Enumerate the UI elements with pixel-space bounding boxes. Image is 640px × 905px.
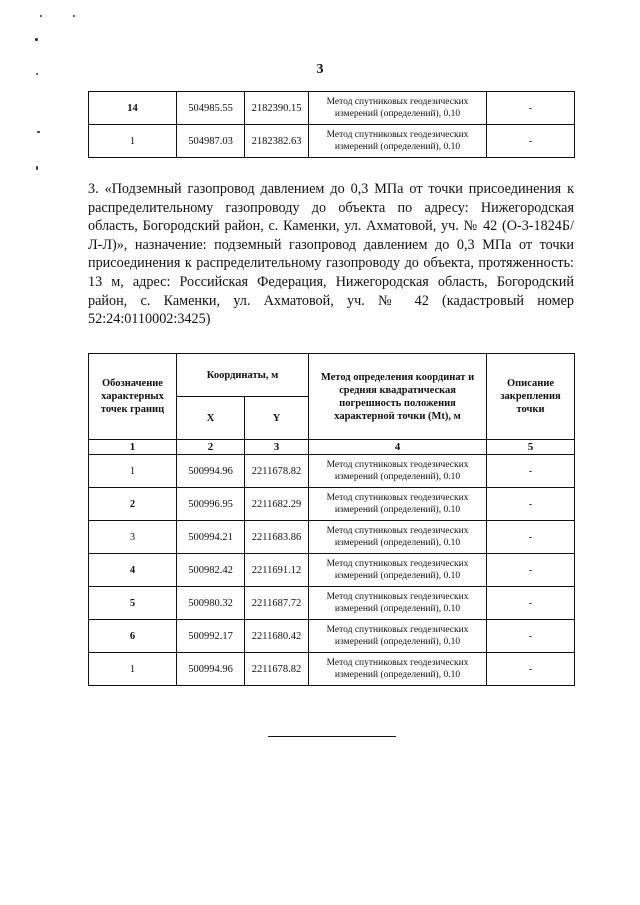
description-cell: - xyxy=(487,521,575,554)
method-cell: Метод спутниковых геодезических измерений (определений), 0.10 xyxy=(309,620,487,653)
object-description-paragraph: 3. «Подземный газопровод давлением до 0,3 МПа от точки присоединения к распределительному газопроводу до объекта по адресу: Нижегородская область, Богородский район, с. Каменки, ул. Ахматовой, уч. № 42 (О-3-1824Б/Л-Л)», назначение: подземный газопровод давлением до 0,3 МПа от точки присоединения к распределительному газопроводу до объекта, протяженность: 13 м, адрес: Российская Федерация, Нижегородская область, Богородский район, с. Каменки, ул. Ахматовой, уч. № 42 (кадастровый номер 52:24:0110002:3425) xyxy=(88,181,574,328)
y-coordinate-cell: 2211678.82 xyxy=(245,653,309,686)
point-number-cell: 14 xyxy=(89,92,177,125)
x-coordinate-cell: 500994.96 xyxy=(177,455,245,488)
point-number-cell: 4 xyxy=(89,554,177,587)
coordinates-table-continuation xyxy=(88,91,575,158)
x-coordinate-cell: 500996.95 xyxy=(177,488,245,521)
y-coordinate-cell: 2182390.15 xyxy=(245,92,309,125)
column-number: 2 xyxy=(177,440,245,455)
column-number: 1 xyxy=(89,440,177,455)
method-cell: Метод спутниковых геодезических измерений (определений), 0.10 xyxy=(309,125,487,158)
page-number: 3 xyxy=(316,62,324,77)
table-row xyxy=(89,521,575,554)
table-row xyxy=(89,587,575,620)
point-number-cell: 3 xyxy=(89,521,177,554)
description-cell: - xyxy=(487,620,575,653)
scan-speck xyxy=(35,38,38,41)
table-row xyxy=(89,455,575,488)
method-cell: Метод спутниковых геодезических измерений (определений), 0.10 xyxy=(309,488,487,521)
method-cell: Метод спутниковых геодезических измерений (определений), 0.10 xyxy=(309,455,487,488)
scan-speck xyxy=(37,131,40,133)
y-coordinate-cell: 2182382.63 xyxy=(245,125,309,158)
point-number-cell: 5 xyxy=(89,587,177,620)
x-coordinate-cell: 500982.42 xyxy=(177,554,245,587)
table-row xyxy=(89,488,575,521)
y-coordinate-cell: 2211691.12 xyxy=(245,554,309,587)
method-cell: Метод спутниковых геодезических измерений (определений), 0.10 xyxy=(309,521,487,554)
description-cell: - xyxy=(487,455,575,488)
y-coordinate-cell: 2211682.29 xyxy=(245,488,309,521)
description-cell: - xyxy=(487,92,575,125)
point-number-cell: 1 xyxy=(89,455,177,488)
closing-rule xyxy=(268,736,396,737)
point-number-cell: 1 xyxy=(89,653,177,686)
x-coordinate-cell: 500980.32 xyxy=(177,587,245,620)
method-cell: Метод спутниковых геодезических измерений (определений), 0.10 xyxy=(309,587,487,620)
description-cell: - xyxy=(487,125,575,158)
description-cell: - xyxy=(487,587,575,620)
y-coordinate-cell: 2211680.42 xyxy=(245,620,309,653)
description-cell: - xyxy=(487,653,575,686)
column-number-row xyxy=(89,440,575,455)
method-cell: Метод спутниковых геодезических измерений (определений), 0.10 xyxy=(309,92,487,125)
header-description: Описание закрепления точки xyxy=(487,354,575,440)
table-row xyxy=(89,92,575,125)
header-designation: Обозначение характерных точек границ xyxy=(89,354,177,440)
header-x: X xyxy=(177,397,245,440)
scan-speck xyxy=(36,166,38,170)
x-coordinate-cell: 500994.21 xyxy=(177,521,245,554)
table-row xyxy=(89,620,575,653)
table-row xyxy=(89,653,575,686)
column-number: 4 xyxy=(309,440,487,455)
header-coordinates: Координаты, м xyxy=(177,354,309,397)
description-cell: - xyxy=(487,554,575,587)
x-coordinate-cell: 504987.03 xyxy=(177,125,245,158)
y-coordinate-cell: 2211678.82 xyxy=(245,455,309,488)
point-number-cell: 2 xyxy=(89,488,177,521)
method-cell: Метод спутниковых геодезических измерений (определений), 0.10 xyxy=(309,554,487,587)
header-y: Y xyxy=(245,397,309,440)
column-number: 5 xyxy=(487,440,575,455)
y-coordinate-cell: 2211687.72 xyxy=(245,587,309,620)
scan-speck xyxy=(40,15,42,17)
x-coordinate-cell: 500992.17 xyxy=(177,620,245,653)
point-number-cell: 1 xyxy=(89,125,177,158)
x-coordinate-cell: 504985.55 xyxy=(177,92,245,125)
table-row xyxy=(89,554,575,587)
method-cell: Метод спутниковых геодезических измерений (определений), 0.10 xyxy=(309,653,487,686)
scan-speck xyxy=(73,15,75,17)
header-method: Метод определения координат и средняя квадратическая погрешность положения характерной точки (Mt), м xyxy=(309,354,487,440)
description-cell: - xyxy=(487,488,575,521)
column-number: 3 xyxy=(245,440,309,455)
table-row xyxy=(89,125,575,158)
y-coordinate-cell: 2211683.86 xyxy=(245,521,309,554)
point-number-cell: 6 xyxy=(89,620,177,653)
coordinates-table xyxy=(88,353,575,686)
x-coordinate-cell: 500994.96 xyxy=(177,653,245,686)
